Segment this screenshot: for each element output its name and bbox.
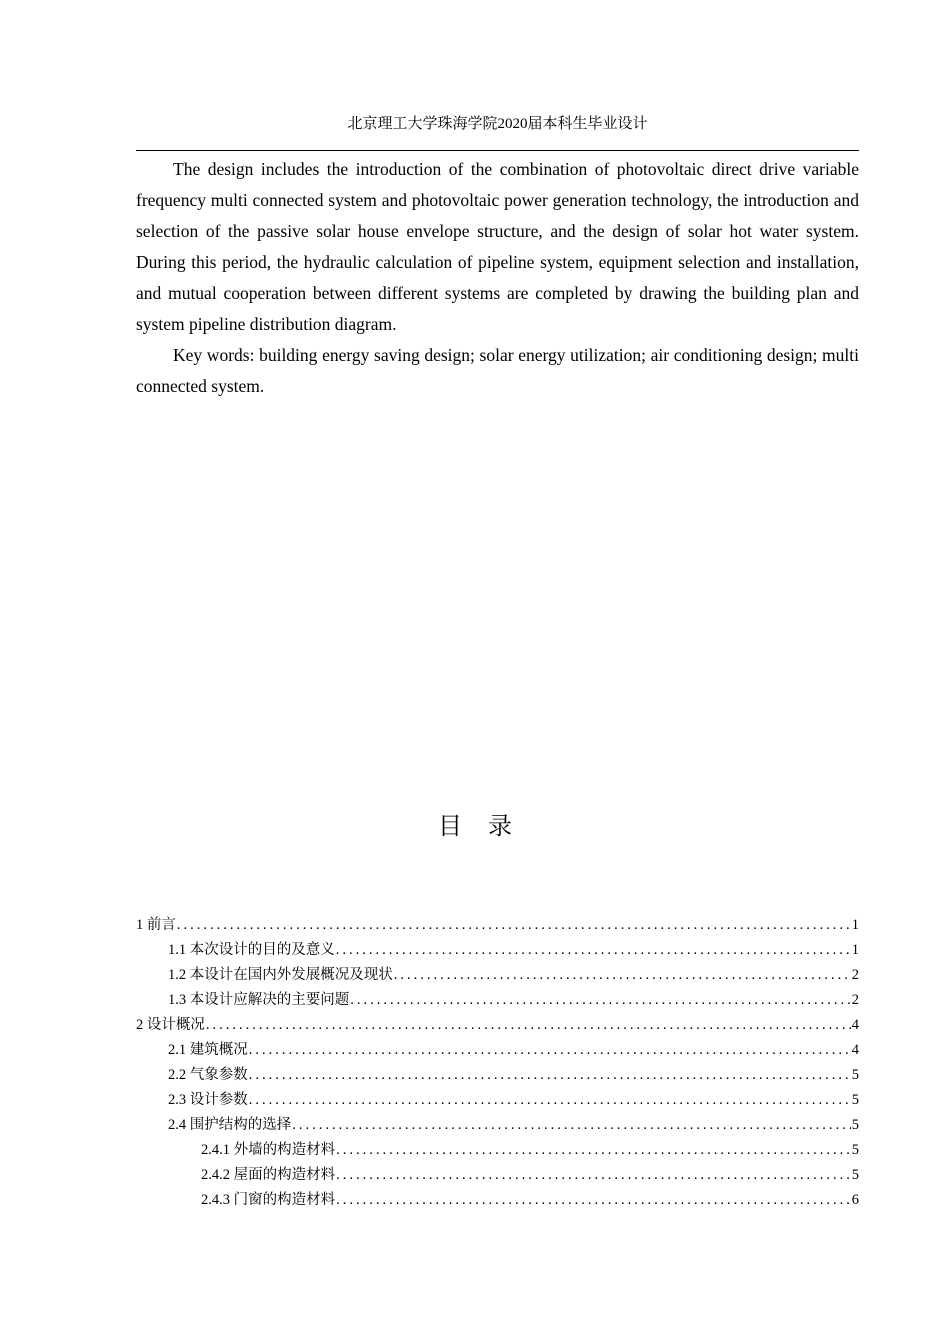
- toc-entry-label: 1.1 本次设计的目的及意义: [168, 942, 335, 958]
- toc-leader-dots: [336, 1138, 851, 1163]
- toc-entry-page: 2: [851, 992, 859, 1008]
- toc-leader-dots: [249, 1088, 851, 1113]
- toc-entry-label: 2.1 建筑概况: [168, 1042, 248, 1058]
- toc-entry-label: 2.4.3 门窗的构造材料: [201, 1192, 336, 1208]
- toc-entry[interactable]: [136, 913, 859, 938]
- toc-entry-page: 5: [851, 1067, 859, 1083]
- toc-leader-dots: [249, 1038, 851, 1063]
- toc-entry-label: 2 设计概况: [136, 1017, 205, 1033]
- toc-entry-page: 5: [851, 1117, 859, 1133]
- toc-leader-dots: [206, 1013, 851, 1038]
- toc-entry-page: 1: [851, 917, 859, 933]
- toc-entry[interactable]: [136, 1113, 859, 1138]
- toc-entry-page: 5: [851, 1092, 859, 1108]
- toc-leader-dots: [336, 1188, 851, 1213]
- toc-entry-label: 2.3 设计参数: [168, 1092, 248, 1108]
- toc-entry[interactable]: [136, 1063, 859, 1088]
- keywords-paragraph: Key words: building energy saving design; solar energy utilization; air conditioning design; multi connected system.: [136, 345, 859, 396]
- toc-leader-dots: [336, 1163, 851, 1188]
- toc-entry-label: 1.2 本设计在国内外发展概况及现状: [168, 967, 393, 983]
- toc-entry[interactable]: [136, 988, 859, 1013]
- toc-leader-dots: [350, 988, 851, 1013]
- toc-leader-dots: [394, 963, 851, 988]
- toc-entry[interactable]: [136, 1138, 859, 1163]
- page-header: 北京理工大学珠海学院2020届本科生毕业设计: [347, 116, 648, 132]
- toc-entry[interactable]: [136, 1013, 859, 1038]
- toc-entry[interactable]: [136, 1188, 859, 1213]
- toc-entry-page: 5: [851, 1142, 859, 1158]
- header-divider: [136, 150, 859, 151]
- toc-entry[interactable]: [136, 1038, 859, 1063]
- toc-title: 目录: [438, 812, 538, 840]
- toc-entry-page: 6: [851, 1192, 859, 1208]
- toc-entry-label: 2.2 气象参数: [168, 1067, 248, 1083]
- toc-leader-dots: [292, 1113, 851, 1138]
- toc-leader-dots: [336, 938, 851, 963]
- toc-entry-page: 4: [851, 1042, 859, 1058]
- toc-leader-dots: [249, 1063, 851, 1088]
- table-of-contents: [136, 913, 859, 1213]
- toc-entry[interactable]: [136, 938, 859, 963]
- toc-entry-page: 1: [851, 942, 859, 958]
- toc-entry-label: 1 前言: [136, 917, 176, 933]
- toc-entry-label: 2.4 围护结构的选择: [168, 1117, 292, 1133]
- toc-entry-page: 4: [851, 1017, 859, 1033]
- toc-entry-label: 2.4.1 外墙的构造材料: [201, 1142, 336, 1158]
- abstract-section: [136, 154, 859, 402]
- toc-leader-dots: [177, 913, 851, 938]
- toc-entry-label: 2.4.2 屋面的构造材料: [201, 1167, 336, 1183]
- toc-entry[interactable]: [136, 963, 859, 988]
- toc-entry-page: 2: [851, 967, 859, 983]
- toc-entry[interactable]: [136, 1088, 859, 1113]
- toc-entry-label: 1.3 本设计应解决的主要问题: [168, 992, 350, 1008]
- abstract-paragraph: The design includes the introduction of the combination of photovoltaic direct drive variable frequency multi connected system and photovoltaic power generation technology, the introduction and selection of the passive solar house envelope structure, and the design of solar hot water system. During this period, the hydraulic calculation of pipeline system, equipment selection and installation, and mutual cooperation between different systems are completed by drawing the building plan and system pipeline distribution diagram.: [136, 159, 859, 334]
- toc-entry[interactable]: [136, 1163, 859, 1188]
- toc-entry-page: 5: [851, 1167, 859, 1183]
